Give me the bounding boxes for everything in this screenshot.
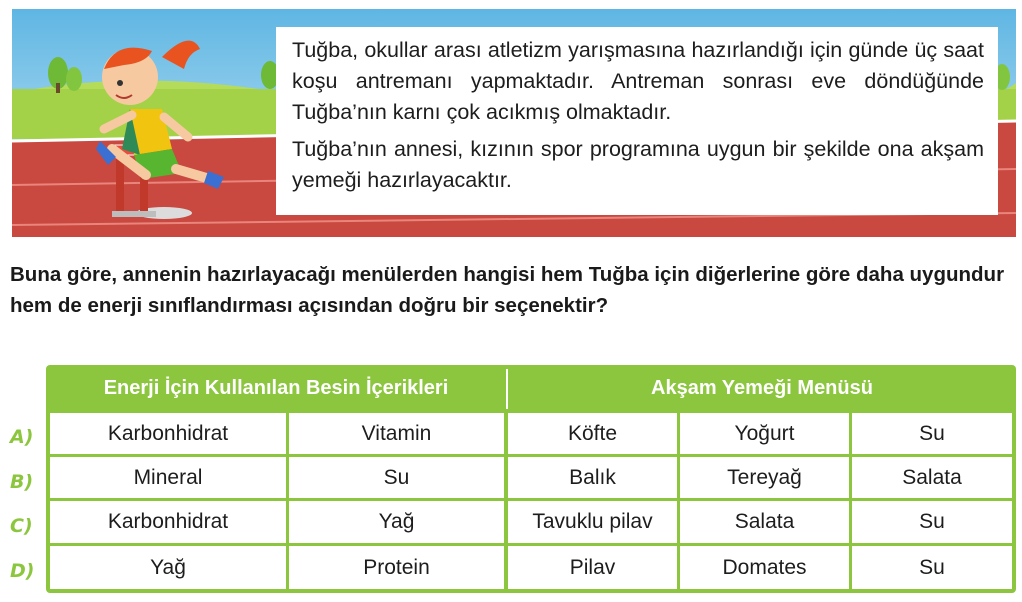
cell-d-nutrient-1: Yağ: [50, 546, 286, 589]
option-label-a[interactable]: A): [10, 426, 34, 448]
option-label-b[interactable]: B): [10, 471, 34, 493]
cell-a-menu-1: Köfte: [508, 413, 677, 454]
cell-c-menu-2: Salata: [680, 501, 849, 543]
cell-a-nutrient-2: Vitamin: [289, 413, 504, 454]
option-label-d[interactable]: D): [10, 560, 35, 582]
cell-d-menu-2: Domates: [680, 546, 849, 589]
header-energy-nutrients: Enerji İçin Kullanılan Besin İçerikleri: [103, 377, 449, 399]
cell-d-menu-3: Su: [852, 546, 1012, 589]
question-text: Buna göre, annenin hazırlayacağı menülerden hangisi hem Tuğba için diğerlerine göre daha uygundur hem de enerji sınıflandırması açısından doğru bir seçenektir?: [10, 263, 1005, 317]
story-paragraph-1: Tuğba, okullar arası atletizm yarışmasına hazırlandığı için günde üç saat koşu antremanı yapmaktadır. Antreman sonrası eve döndüğünde Tuğba’nın karnı çok acıkmış olmaktadır.: [292, 38, 984, 124]
cell-a-nutrient-1: Karbonhidrat: [50, 413, 286, 454]
cell-b-menu-3: Salata: [852, 457, 1012, 498]
cell-b-nutrient-1: Mineral: [50, 457, 286, 498]
illustration-panel: [12, 9, 1016, 237]
cell-c-menu-3: Su: [852, 501, 1012, 543]
cell-a-menu-2: Yoğurt: [680, 413, 849, 454]
cell-b-nutrient-2: Su: [289, 457, 504, 498]
cell-b-menu-1: Balık: [508, 457, 677, 498]
cell-d-menu-1: Pilav: [508, 546, 677, 589]
cell-c-menu-1: Tavuklu pilav: [508, 501, 677, 543]
cell-b-menu-2: Tereyağ: [680, 457, 849, 498]
story-paragraph-2: Tuğba’nın annesi, kızının spor programına uygun bir şekilde ona akşam yemeği hazırlayacaktır.: [292, 137, 984, 192]
cell-c-nutrient-2: Yağ: [289, 501, 504, 543]
cell-c-nutrient-1: Karbonhidrat: [50, 501, 286, 543]
cell-a-menu-3: Su: [852, 413, 1012, 454]
header-dinner-menu: Akşam Yemeği Menüsü: [651, 377, 873, 399]
answer-table: [46, 365, 1016, 593]
option-label-c[interactable]: C): [10, 515, 33, 537]
story-text-box: [276, 27, 998, 215]
cell-d-nutrient-2: Protein: [289, 546, 504, 589]
